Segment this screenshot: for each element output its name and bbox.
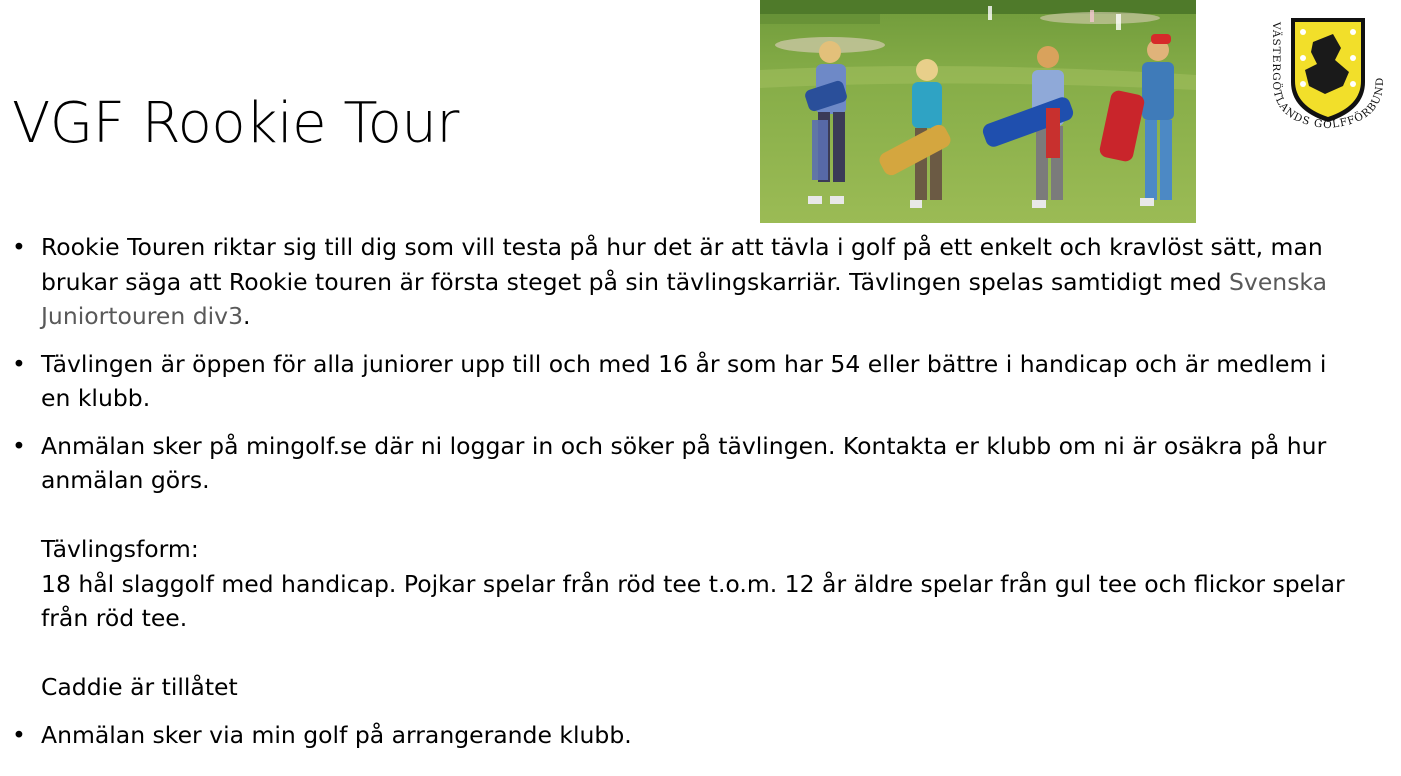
bullet-list [0, 230, 1360, 765]
bullet-item-registration [0, 429, 1360, 705]
bullet-text [41, 230, 1360, 334]
competition-form-heading: Tävlingsform: [41, 535, 199, 563]
slide-title: VGF Rookie Tour [12, 91, 459, 156]
vgf-logo [1263, 12, 1393, 130]
bullet-text-start: Rookie Touren riktar sig till dig som vill testa på hur det är att tävla i golf på ett enkelt och kravlöst sätt, man brukar säga att Rookie touren är första steget på sin tävlingskarriär. Tävlingen spelas samtidigt med [41, 233, 1323, 296]
bullet-text: Anmälan sker via min golf på arrangerande klubb. [41, 720, 632, 749]
bullet-text: Tävlingen är öppen för alla juniorer upp till och med 16 år som har 54 eller bättre i handicap och är medlem i en klubb. [41, 349, 1327, 412]
bullet-icon: • [12, 233, 26, 261]
bullet-icon: • [12, 349, 26, 378]
svg-text:VÄSTERGÖTLANDS GOLFFÖRBUND: VÄSTERGÖTLANDS GOLFFÖRBUND [1269, 22, 1387, 130]
golf-kids-photo [760, 0, 1196, 223]
caddie-note: Caddie är tillåtet [41, 673, 238, 701]
bullet-item-rookie-touren [0, 230, 1360, 334]
competition-form-text: 18 hål slaggolf med handicap. Pojkar spelar från röd tee t.o.m. 12 år äldre spelar från gul tee och flickor spelar från röd tee. [41, 569, 1345, 632]
bullet-text: Anmälan sker på mingolf.se där ni loggar in och söker på tävlingen. Kontakta er klubb om ni är osäkra på hur anmälan görs. [41, 431, 1327, 494]
bullet-item-eligibility [0, 347, 1360, 416]
bullet-text-end: . [243, 302, 251, 330]
bullet-icon: • [12, 720, 26, 749]
juniortouren-link[interactable]: Svenska Juniortouren div3 [41, 267, 1328, 330]
bullet-icon: • [12, 431, 26, 460]
bullet-item-registration-club [0, 718, 1360, 753]
shield-crest-icon [1263, 12, 1393, 130]
